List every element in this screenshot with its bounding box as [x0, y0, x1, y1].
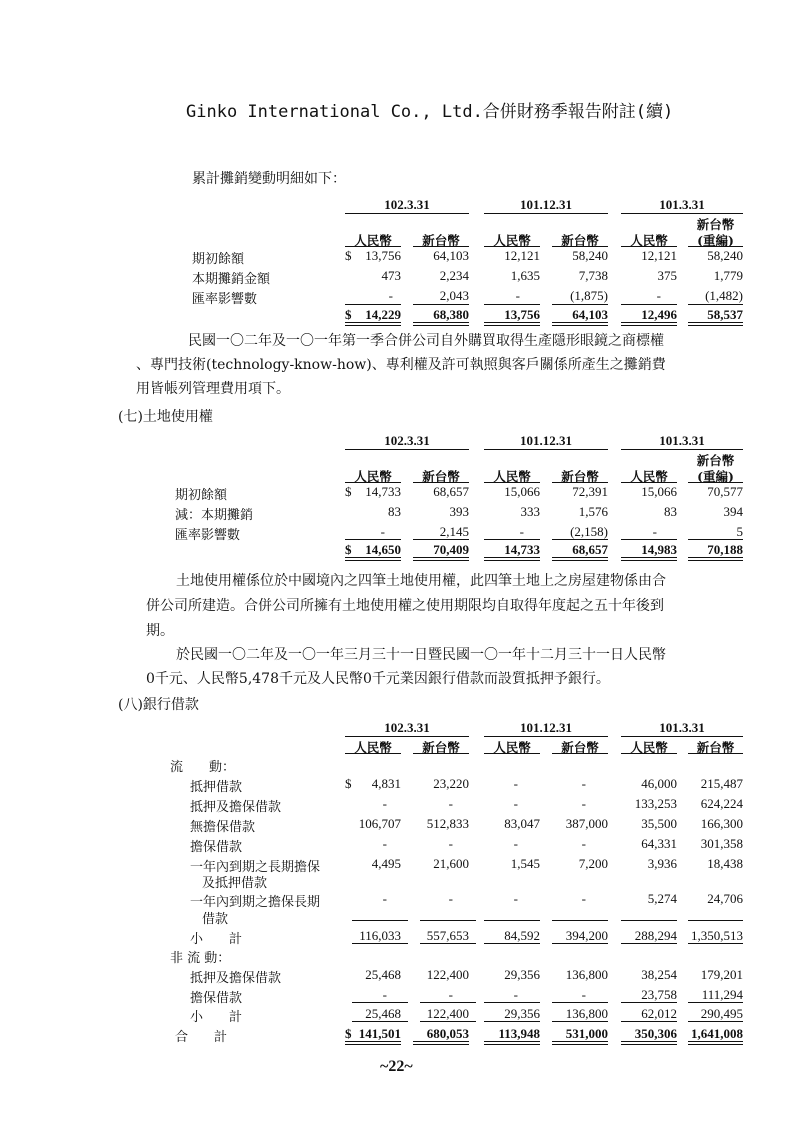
currency-header: 新台幣	[696, 740, 735, 755]
currency-header: 人民幣	[630, 469, 668, 484]
cell: 4,831	[371, 776, 401, 791]
row-label-cont: 借款	[202, 912, 229, 927]
cell: 18,438	[707, 856, 743, 871]
total-cell: 680,053	[426, 1026, 469, 1041]
cell: 111,294	[701, 987, 743, 1002]
cell: 68,657	[433, 484, 469, 499]
section-heading: (八)銀行借款	[118, 697, 199, 713]
period-header: 101.3.31	[659, 197, 705, 212]
cell: -	[448, 796, 453, 811]
subtotal-cell: 122,400	[426, 1006, 469, 1021]
total-cell: 70,188	[707, 542, 743, 557]
total-label: 合 計	[175, 1030, 228, 1045]
page-number: ~22~	[380, 1058, 413, 1075]
cell: -	[513, 987, 518, 1002]
row-label: 期初餘額	[192, 252, 245, 267]
subtotal-cell: 1,350,513	[691, 928, 743, 943]
cell: -	[513, 796, 518, 811]
cell: -	[388, 288, 393, 303]
cell: 72,391	[572, 484, 608, 499]
cell: 15,066	[641, 484, 677, 499]
total-cell: 13,756	[504, 307, 540, 322]
currency-header: 新台幣	[696, 217, 735, 232]
cell: 512,833	[426, 816, 469, 831]
period-header: 101.3.31	[659, 433, 705, 448]
cell: 333	[520, 504, 540, 519]
cell: 166,300	[700, 816, 743, 831]
cell: -	[382, 796, 387, 811]
cell: 375	[657, 268, 677, 283]
currency-header: 新台幣	[422, 740, 460, 755]
cell: -	[382, 987, 387, 1002]
cell: -	[380, 524, 385, 539]
dollar-sign: $	[345, 1026, 352, 1041]
cell: (1,482)	[705, 288, 743, 303]
period-header: 101.12.31	[520, 720, 572, 735]
period-header: 102.3.31	[384, 433, 430, 448]
section-heading: (七)土地使用權	[118, 409, 213, 425]
row-label: 減：本期攤銷	[175, 508, 254, 523]
cell: -	[513, 891, 518, 906]
subtotal-cell: 288,294	[634, 928, 677, 943]
total-cell: 14,983	[641, 542, 677, 557]
subtotal-label: 小 計	[190, 1010, 243, 1025]
currency-header: 新台幣	[696, 453, 735, 468]
dollar-sign: $	[345, 776, 352, 791]
cell: 2,043	[439, 288, 469, 303]
total-cell: 64,103	[572, 307, 608, 322]
cell: 1,545	[510, 856, 540, 871]
cell: 5,274	[647, 891, 677, 906]
currency-header: 人民幣	[630, 740, 668, 755]
row-label: 一年內到期之擔保長期	[190, 895, 321, 910]
cell: 7,738	[578, 268, 608, 283]
land-note-line: 於民國一〇二年及一〇一年三月三十一日暨民國一〇一年十二月三十一日人民幣	[176, 647, 666, 663]
total-cell: 68,657	[572, 542, 608, 557]
row-label: 期初餘額	[175, 488, 228, 503]
cell: 46,000	[641, 776, 677, 791]
row-label: 擔保借款	[190, 991, 243, 1006]
row-label: 擔保借款	[190, 840, 243, 855]
currency-header: 人民幣	[354, 740, 392, 755]
cell: 58,240	[572, 248, 608, 263]
cell: (2,158)	[570, 524, 608, 539]
currency-header: 新台幣	[561, 233, 599, 248]
row-label: 抵押及擔保借款	[190, 800, 282, 815]
cell: 38,254	[641, 967, 677, 982]
cell: 24,706	[707, 891, 743, 906]
cell: 473	[381, 268, 401, 283]
cell: 64,103	[433, 248, 469, 263]
total-cell: 350,306	[634, 1026, 677, 1041]
subtotal-cell: 394,200	[565, 928, 608, 943]
cell: 7,200	[578, 856, 608, 871]
period-header: 102.3.31	[384, 197, 430, 212]
land-note-line: 併公司所建造。合併公司所擁有土地使用權之使用期限均自取得年度起之五十年後到	[146, 598, 664, 614]
cell: 215,487	[700, 776, 743, 791]
amort-note-line: 、專門技術(technology-know-how)、專利權及許可執照與客戶關係所產生之攤銷費	[136, 357, 666, 373]
currency-header: 人民幣	[630, 233, 668, 248]
group-label-noncurrent: 非 流 動：	[170, 951, 231, 966]
cell: -	[448, 987, 453, 1002]
currency-header: 人民幣	[354, 469, 392, 484]
land-note-line: 土地使用權係位於中國境內之四筆土地使用權，此四筆土地上之房屋建物係由合	[176, 573, 666, 589]
cell: 387,000	[565, 816, 608, 831]
subtotal-cell: 25,468	[365, 1006, 401, 1021]
cell: 4,495	[371, 856, 401, 871]
cell: -	[448, 836, 453, 851]
cell: -	[581, 836, 586, 851]
subtotal-cell: 136,800	[565, 1006, 608, 1021]
currency-header: 人民幣	[493, 469, 531, 484]
cell: 12,121	[641, 248, 677, 263]
cell: -	[581, 796, 586, 811]
row-label-cont: 及抵押借款	[202, 876, 268, 891]
dollar-sign: $	[345, 542, 352, 557]
cell: 23,220	[433, 776, 469, 791]
row-label: 匯率影響數	[175, 528, 241, 543]
cell: 2,234	[439, 268, 469, 283]
total-cell: 12,496	[641, 307, 677, 322]
cell: 1,779	[713, 268, 743, 283]
cell: 624,224	[700, 796, 743, 811]
period-header: 101.12.31	[520, 197, 572, 212]
amort-note-line: 用皆帳列管理費用項下。	[136, 381, 290, 397]
row-label: 抵押借款	[190, 780, 243, 795]
cell: -	[581, 987, 586, 1002]
cell: 13,756	[365, 248, 401, 263]
subtotal-cell: 116,033	[359, 928, 401, 943]
cell: 15,066	[504, 484, 540, 499]
row-label: 抵押及擔保借款	[190, 971, 282, 986]
currency-header: 人民幣	[493, 740, 531, 755]
subtotal-cell: 84,592	[504, 928, 540, 943]
cell: -	[513, 836, 518, 851]
cell: 5	[736, 524, 743, 539]
subtotal-cell: 290,495	[700, 1006, 743, 1021]
row-label: 無擔保借款	[190, 820, 256, 835]
row-label: 匯率影響數	[192, 292, 258, 307]
cell: 64,331	[641, 836, 677, 851]
total-cell: 70,409	[433, 542, 469, 557]
currency-header: 人民幣	[354, 233, 392, 248]
cell: 83,047	[504, 816, 540, 831]
total-cell: 1,641,008	[691, 1026, 743, 1041]
total-cell: 58,537	[707, 307, 743, 322]
cell: 58,240	[707, 248, 743, 263]
cell: (1,875)	[570, 288, 608, 303]
cell: 83	[388, 504, 401, 519]
amort-note-line: 民國一〇二年及一〇一年第一季合併公司自外購買取得生產隱形眼鏡之商標權	[188, 333, 664, 349]
subtotal-cell: 62,012	[641, 1006, 677, 1021]
subtotal-cell: 29,356	[504, 1006, 540, 1021]
currency-header: (重編)	[697, 469, 734, 484]
cell: 14,733	[365, 484, 401, 499]
total-cell: 68,380	[433, 307, 469, 322]
currency-header: 新台幣	[422, 233, 460, 248]
period-header: 101.12.31	[520, 433, 572, 448]
cell: 106,707	[358, 816, 401, 831]
cell: -	[515, 288, 520, 303]
cell: -	[581, 776, 586, 791]
cell: 21,600	[433, 856, 469, 871]
total-cell: 141,501	[358, 1026, 401, 1041]
subtotal-label: 小 計	[190, 932, 243, 947]
page-title: Ginko International Co., Ltd.合併財務季報告附註(續)	[186, 102, 674, 122]
cell: 394	[723, 504, 743, 519]
cell: 70,577	[707, 484, 743, 499]
currency-header: 新台幣	[422, 469, 460, 484]
cell: 35,500	[641, 816, 677, 831]
currency-header: 新台幣	[561, 740, 599, 755]
currency-header: 人民幣	[493, 233, 531, 248]
cell: 301,358	[700, 836, 743, 851]
cell: -	[581, 891, 586, 906]
cell: -	[382, 836, 387, 851]
cell: 12,121	[504, 248, 540, 263]
row-label: 本期攤銷金額	[192, 272, 271, 287]
cell: -	[448, 891, 453, 906]
dollar-sign: $	[345, 248, 352, 263]
currency-header: (重編)	[697, 233, 734, 248]
dollar-sign: $	[345, 307, 352, 322]
total-cell: 113,948	[498, 1026, 540, 1041]
total-cell: 14,229	[365, 307, 401, 322]
amort-intro: 累計攤銷變動明細如下：	[192, 171, 346, 187]
cell: -	[656, 288, 661, 303]
cell: 393	[449, 504, 469, 519]
total-cell: 531,000	[565, 1026, 608, 1041]
cell: 1,576	[578, 504, 608, 519]
cell: 25,468	[365, 967, 401, 982]
land-note-line: 0千元、人民幣5,478千元及人民幣0千元業因銀行借款而設質抵押予銀行。	[146, 671, 610, 687]
cell: 1,635	[510, 268, 540, 283]
cell: 23,758	[641, 987, 677, 1002]
cell: 136,800	[565, 967, 608, 982]
cell: 2,145	[439, 524, 469, 539]
cell: -	[382, 891, 387, 906]
row-label: 一年內到期之長期擔保	[190, 860, 321, 875]
currency-header: 新台幣	[561, 469, 599, 484]
dollar-sign: $	[345, 484, 352, 499]
subtotal-cell: 557,653	[426, 928, 469, 943]
period-header: 101.3.31	[659, 720, 705, 735]
cell: -	[652, 524, 657, 539]
cell: 3,936	[647, 856, 677, 871]
total-cell: 14,733	[504, 542, 540, 557]
cell: -	[513, 776, 518, 791]
cell: 179,201	[700, 967, 743, 982]
total-cell: 14,650	[365, 542, 401, 557]
cell: 122,400	[426, 967, 469, 982]
land-note-line: 期。	[146, 623, 174, 639]
cell: 29,356	[504, 967, 540, 982]
cell: -	[519, 524, 524, 539]
cell: 83	[664, 504, 677, 519]
group-label-current: 流 動：	[170, 760, 236, 775]
period-header: 102.3.31	[384, 720, 430, 735]
cell: 133,253	[634, 796, 677, 811]
